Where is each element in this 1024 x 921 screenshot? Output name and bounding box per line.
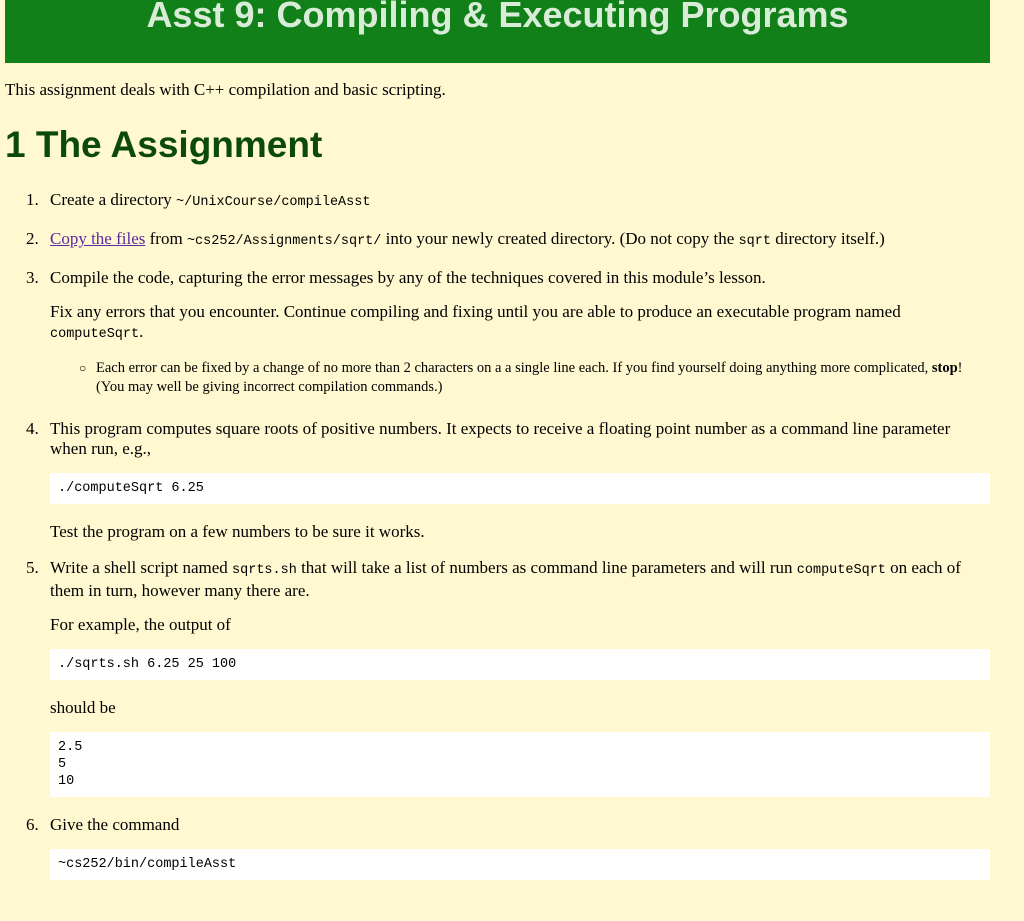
step-text: Give the command [50,815,180,834]
inline-code: ~/UnixCourse/compileAsst [176,195,371,210]
step-text: Create a directory ~/UnixCourse/compileAsst [50,190,371,210]
inline-code: ~cs252/Assignments/sqrt/ [186,234,382,249]
section-heading: 1 The Assignment [5,124,323,165]
hint-list [50,359,990,397]
step-number: 3. [26,268,39,287]
step-text: Compile the code, capturing the error messages by any of the techniques covered in this module’s lesson. [50,268,766,287]
step-1 [26,190,990,213]
step-text: Fix any errors that you encounter. Continue compiling and fixing until you are able to produce an executable program named computeSqrt. [50,302,901,342]
step-5 [26,558,990,797]
inline-code: computeSqrt [50,327,140,342]
step-number: 1. [26,190,39,209]
step-text: Test the program on a few numbers to be sure it works. [50,522,425,541]
code-block: ./sqrts.sh 6.25 25 100 [50,649,990,680]
inline-code: sqrts.sh [232,563,297,578]
page-title: Asst 9: Compiling & Executing Programs [146,0,849,35]
step-text: should be [50,698,116,717]
step-text: This program computes square roots of positive numbers. It expects to receive a floating point number as a command line parameter when run, e.g., [50,419,951,458]
circle-bullet-icon: ○ [79,361,87,375]
step-6 [26,815,990,880]
inline-code: sqrt [738,234,771,249]
step-4 [26,419,990,542]
step-text: Copy the files from ~cs252/Assignments/sqrt/ into your newly created directory. (Do not copy the sqrt directory itself.) [50,229,885,249]
step-number: 6. [26,815,39,834]
step-text: Write a shell script named sqrts.sh that will take a list of numbers as command line parameters and will run computeSqrt on each of them in turn, however many there are. [50,558,961,600]
step-number: 2. [26,229,39,248]
steps-list [26,190,990,898]
step-number: 4. [26,419,39,438]
step-number: 5. [26,558,39,577]
step-3 [26,268,990,397]
inline-code: computeSqrt [796,563,886,578]
code-block: ./computeSqrt 6.25 [50,473,990,504]
output-block: 2.5 5 10 [50,732,990,797]
copy-files-link[interactable]: Copy the files [50,229,146,248]
title-banner [5,0,990,63]
intro-paragraph: This assignment deals with C++ compilation and basic scripting. [5,80,446,99]
step-text: For example, the output of [50,615,231,634]
hint-item: ○ Each error can be fixed by a change of no more than 2 characters on a a single line each. If you find yourself doing anything more complicated, stop! (You may well be giving incorrect compilation commands.) [79,360,963,395]
step-2 [26,229,990,252]
code-block: ~cs252/bin/compileAsst [50,849,990,880]
